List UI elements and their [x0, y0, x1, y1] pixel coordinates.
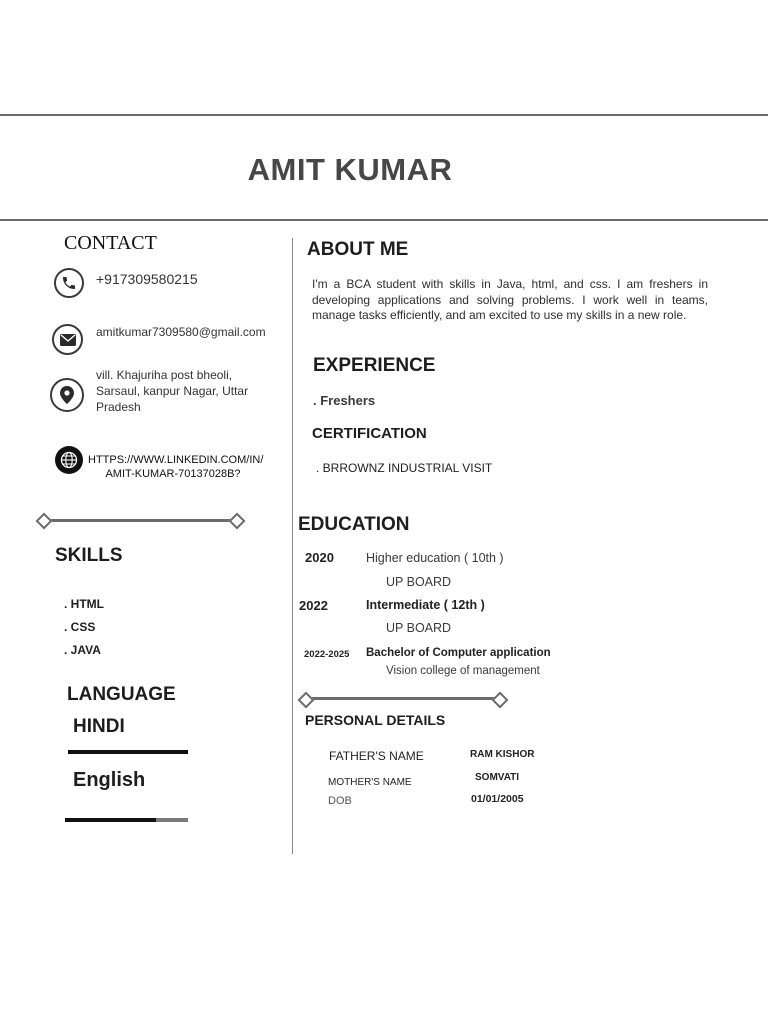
divider-diamond-left — [36, 513, 53, 530]
language-heading: LANGUAGE — [67, 684, 176, 705]
personal-value: RAM KISHOR — [470, 749, 535, 760]
divider-diamond-right — [229, 513, 246, 530]
skill-item: . JAVA — [64, 643, 101, 657]
contact-linkedin-link[interactable] — [88, 453, 264, 481]
english-level-bar-track — [65, 818, 188, 822]
certification-text: . BRROWNZ INDUSTRIAL VISIT — [316, 461, 493, 475]
personal-heading: PERSONAL DETAILS — [305, 712, 446, 728]
skills-list — [64, 593, 104, 662]
contact-email: amitkumar7309580@gmail.com — [96, 325, 266, 339]
education-year: 2022 — [299, 598, 328, 613]
personal-label: FATHER'S NAME — [329, 749, 424, 763]
certification-heading: CERTIFICATION — [312, 425, 427, 442]
skills-divider — [44, 519, 237, 522]
contact-heading: CONTACT — [64, 232, 157, 254]
address-line: vill. Khajuriha post bheoli, — [96, 368, 233, 382]
about-heading: ABOUT ME — [307, 239, 409, 260]
about-text: I'm a BCA student with skills in Java, html, and css. I am freshers in developing applications and solving problems. I work well in teams, manage tasks efficiently, and am excited to use my skills in a new role. — [312, 277, 708, 322]
header-bottom-rule — [0, 219, 768, 221]
globe-icon — [55, 446, 83, 474]
english-level-bar-fill — [65, 818, 156, 822]
education-title: Intermediate ( 12th ) — [366, 598, 485, 612]
linkedin-line: HTTPS://WWW.LINKEDIN.COM/IN/ — [88, 454, 264, 466]
email-icon — [52, 324, 83, 355]
top-rule — [0, 114, 768, 116]
personal-value: 01/01/2005 — [471, 793, 524, 805]
experience-heading: EXPERIENCE — [313, 355, 436, 376]
education-year: 2022-2025 — [304, 649, 350, 660]
personal-value: SOMVATI — [475, 772, 520, 783]
address-line: Pradesh — [96, 400, 141, 414]
education-title: Bachelor of Computer application — [366, 647, 551, 659]
education-year: 2020 — [305, 550, 334, 565]
resume-name: AMIT KUMAR — [247, 152, 453, 187]
contact-address — [96, 367, 266, 415]
skill-item: . HTML — [64, 597, 104, 611]
personal-label: MOTHER'S NAME — [328, 777, 412, 788]
education-institution: Vision college of management — [386, 665, 540, 677]
contact-phone: +917309580215 — [96, 271, 198, 287]
education-heading: EDUCATION — [298, 514, 410, 535]
education-board: UP BOARD — [386, 575, 452, 589]
skills-heading: SKILLS — [55, 545, 123, 566]
education-title: Higher education ( 10th ) — [366, 551, 504, 565]
hindi-level-bar-fill — [68, 750, 188, 754]
hindi-level-bar-track — [68, 750, 188, 754]
personal-label: DOB — [328, 795, 352, 807]
column-divider — [292, 238, 293, 854]
language-name-hindi: HINDI — [73, 716, 125, 737]
divider-diamond-left — [298, 692, 315, 709]
location-pin-icon — [50, 378, 84, 412]
phone-icon — [54, 268, 84, 298]
experience-text: . Freshers — [313, 393, 376, 408]
divider-diamond-right — [492, 692, 509, 709]
linkedin-line: AMIT-KUMAR-70137028B? — [105, 468, 241, 480]
address-line: Sarsaul, kanpur Nagar, Uttar — [96, 384, 249, 398]
skill-item: . CSS — [64, 620, 96, 634]
personal-divider — [306, 697, 500, 700]
education-board: UP BOARD — [386, 621, 452, 635]
language-name-english: English — [73, 769, 146, 791]
